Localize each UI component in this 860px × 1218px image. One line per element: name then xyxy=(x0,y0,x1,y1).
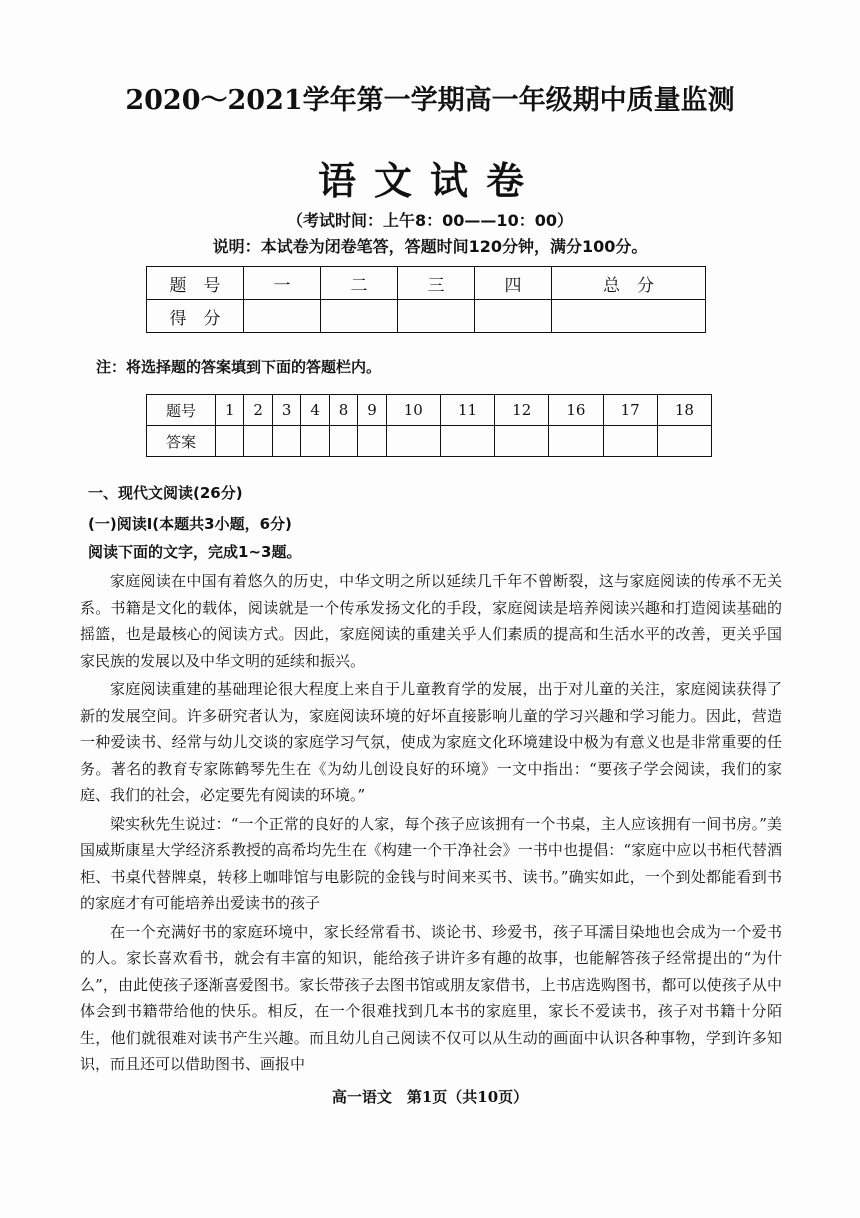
passage-paragraph-3: 梁实秋先生说过：“一个正常的良好的人家，每个孩子应该拥有一个书桌，主人应该拥有一间书房。”美国威斯康星大学经济系教授的高希均先生在《构建一个干净社会》一书中也提倡：“家庭中应以书柜代替酒柜、书桌代替牌桌，转移上咖啡馆与电影院的金钱与时间来买书、读书。”确实如此，一个到处都能看到书的家庭才有可能培养出爱读书的孩子 xyxy=(80,814,782,912)
exam-instruction: 说明：本试卷为闭卷笔答，答题时间120分钟，满分100分。 xyxy=(212,237,648,256)
score-cell-3[interactable] xyxy=(398,300,475,333)
answer-cell[interactable] xyxy=(495,426,549,457)
score-cell-1[interactable] xyxy=(244,300,321,333)
subsection-heading: (一)阅读Ⅰ(本题共3小题，6分) xyxy=(88,515,292,533)
score-table-header-row xyxy=(147,267,706,300)
answer-cell[interactable] xyxy=(244,426,272,457)
score-cell-total[interactable] xyxy=(552,300,706,333)
answer-num-17: 17 xyxy=(603,395,657,426)
score-col-3: 三 xyxy=(398,267,475,300)
answer-num-8: 8 xyxy=(329,395,357,426)
answer-num-3: 3 xyxy=(272,395,300,426)
reading-passage xyxy=(80,568,782,1080)
answer-num-10: 10 xyxy=(386,395,440,426)
score-col-1: 一 xyxy=(244,267,321,300)
section-heading: 一、现代文阅读(26分) xyxy=(88,484,243,502)
score-table xyxy=(146,266,706,333)
exam-title: 2020～2021学年第一学期高一年级期中质量监测 xyxy=(125,85,735,116)
answer-num-11: 11 xyxy=(440,395,494,426)
answer-header-label: 题号 xyxy=(147,395,216,426)
score-header-label: 题 号 xyxy=(147,267,244,300)
answer-table-header-row xyxy=(147,395,712,426)
score-col-4: 四 xyxy=(475,267,552,300)
answer-cell[interactable] xyxy=(386,426,440,457)
answer-table xyxy=(146,394,712,457)
answer-cell[interactable] xyxy=(549,426,603,457)
page-footer: 高一语文 第1页（共10页） xyxy=(331,1088,529,1106)
answer-num-1: 1 xyxy=(216,395,244,426)
score-row-label: 得 分 xyxy=(147,300,244,333)
answer-cell[interactable] xyxy=(216,426,244,457)
answer-table-value-row xyxy=(147,426,712,457)
subject-title: 语文试卷 xyxy=(317,159,542,203)
answer-note: 注：将选择题的答案填到下面的答题栏内。 xyxy=(96,358,382,376)
score-table-value-row xyxy=(147,300,706,333)
answer-cell[interactable] xyxy=(657,426,711,457)
answer-num-18: 18 xyxy=(657,395,711,426)
answer-cell[interactable] xyxy=(301,426,329,457)
answer-cell[interactable] xyxy=(440,426,494,457)
score-col-2: 二 xyxy=(321,267,398,300)
score-cell-4[interactable] xyxy=(475,300,552,333)
answer-num-16: 16 xyxy=(549,395,603,426)
answer-row-label: 答案 xyxy=(147,426,216,457)
reading-prompt: 阅读下面的文字，完成1~3题。 xyxy=(88,543,302,561)
answer-num-9: 9 xyxy=(358,395,386,426)
answer-num-4: 4 xyxy=(301,395,329,426)
score-cell-2[interactable] xyxy=(321,300,398,333)
answer-num-12: 12 xyxy=(495,395,549,426)
answer-cell[interactable] xyxy=(272,426,300,457)
answer-cell[interactable] xyxy=(358,426,386,457)
exam-time: （考试时间：上午8：00——10：00） xyxy=(287,211,573,230)
answer-cell[interactable] xyxy=(329,426,357,457)
score-col-total: 总 分 xyxy=(552,267,706,300)
passage-paragraph-1: 家庭阅读在中国有着悠久的历史，中华文明之所以延续几千年不曾断裂，这与家庭阅读的传承不无关系。书籍是文化的载体，阅读就是一个传承发扬文化的手段，家庭阅读是培养阅读兴趣和打造阅读基础的摇篮，也是最核心的阅读方式。因此，家庭阅读的重建关乎人们素质的提高和生活水平的改善，更关乎国家民族的发展以及中华文明的延续和振兴。 xyxy=(80,572,782,670)
answer-cell[interactable] xyxy=(603,426,657,457)
answer-num-2: 2 xyxy=(244,395,272,426)
passage-paragraph-2: 家庭阅读重建的基础理论很大程度上来自于儿童教育学的发展，出于对儿童的关注，家庭阅读获得了新的发展空间。许多研究者认为，家庭阅读环境的好坏直接影响儿童的学习兴趣和学习能力。因此，营造一种爱读书、经常与幼儿交谈的家庭学习气氛，使成为家庭文化环境建设中极为有意义也是非常重要的任务。著名的教育专家陈鹤琴先生在《为幼儿创设良好的环境》一文中指出：“要孩子学会阅读，我们的家庭、我们的社会，必定要先有阅读的环境。” xyxy=(80,680,782,804)
passage-paragraph-4: 在一个充满好书的家庭环境中，家长经常看书、谈论书、珍爱书，孩子耳濡目染地也会成为一个爱书的人。家长喜欢看书，就会有丰富的知识，能给孩子讲许多有趣的故事，也能解答孩子经常提出的“为什么”，由此使孩子逐渐喜爱图书。家长带孩子去图书馆或朋友家借书，上书店选购图书，都可以使孩子从中体会到书籍带给他的快乐。相反，在一个很难找到几本书的家庭里，家长不爱读书，孩子对书籍十分陌生，他们就很难对读书产生兴趣。而且幼儿自己阅读不仅可以从生动的画面中认识各种事物，学到许多知识，而且还可以借助图书、画报中 xyxy=(80,922,782,1073)
